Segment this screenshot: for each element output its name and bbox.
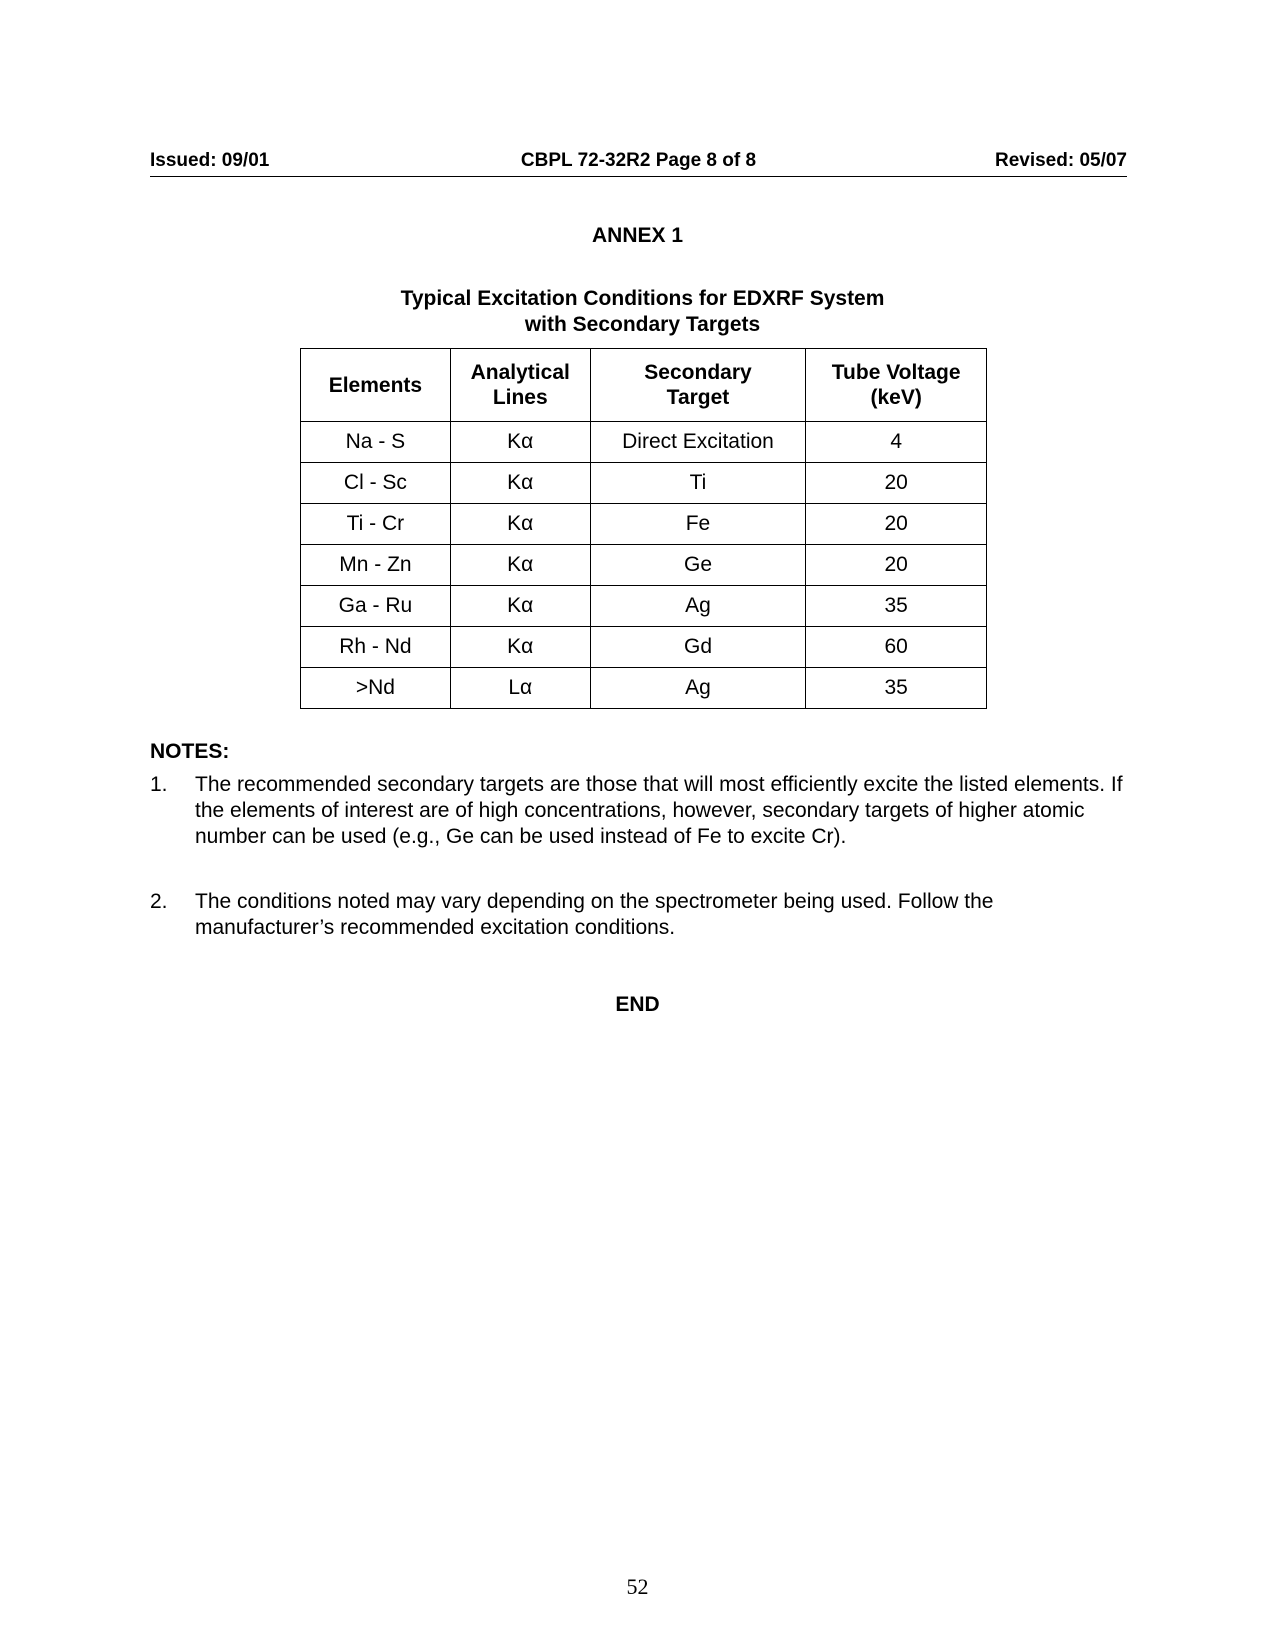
cell-secondary-target: Direct Excitation (590, 422, 806, 463)
cell-tube-voltage: 60 (806, 627, 987, 668)
document-id: CBPL 72-32R2 Page 8 of 8 (520, 150, 757, 171)
cell-secondary-target: Ag (590, 586, 806, 627)
header-elements-text: Elements (328, 373, 423, 397)
note-text: The recommended secondary targets are those that will most efficiently excite the listed elements. If the elements of interest are of high concentrations, however, secondary targets of higher atomic number can be used (e.g., Ge can be used instead of Fe to excite Cr). (195, 773, 1123, 848)
annex-title: ANNEX 1 (591, 224, 684, 247)
cell-analytical-line: Kα (450, 627, 590, 668)
cell-secondary-target: Gd (590, 627, 806, 668)
cell-analytical-line: Kα (450, 463, 590, 504)
page-number: 52 (626, 1574, 649, 1599)
cell-analytical-line: Kα (450, 586, 590, 627)
cell-tube-voltage: 35 (806, 586, 987, 627)
header-tube-voltage-line-2: (keV) (870, 386, 922, 409)
header-tube-voltage-line-1: Tube Voltage (831, 361, 961, 384)
table-row (301, 422, 987, 463)
header-tube-voltage (806, 349, 987, 422)
table-row (301, 586, 987, 627)
table-header-row (301, 349, 987, 422)
cell-elements: >Nd (301, 668, 451, 709)
cell-analytical-line: Lα (450, 668, 590, 709)
cell-secondary-target: Ge (590, 545, 806, 586)
cell-secondary-target: Ti (590, 463, 806, 504)
header-analytical-lines-line-1: Analytical (470, 361, 570, 384)
page-header (150, 150, 1127, 177)
excitation-conditions-table (300, 348, 987, 709)
cell-elements: Na - S (301, 422, 451, 463)
cell-tube-voltage: 20 (806, 504, 987, 545)
cell-elements: Ga - Ru (301, 586, 451, 627)
cell-tube-voltage: 20 (806, 463, 987, 504)
issued-date: Issued: 09/01 (150, 150, 270, 171)
cell-secondary-target: Fe (590, 504, 806, 545)
cell-analytical-line: Kα (450, 504, 590, 545)
header-analytical-lines (450, 349, 590, 422)
table-title-line-2: with Secondary Targets (524, 313, 761, 336)
table-title-line-1: Typical Excitation Conditions for EDXRF System (400, 287, 885, 310)
note-item (150, 889, 1135, 941)
table-row (301, 545, 987, 586)
header-secondary-target (590, 349, 806, 422)
table-title (0, 286, 1275, 338)
cell-tube-voltage: 20 (806, 545, 987, 586)
cell-elements: Mn - Zn (301, 545, 451, 586)
table-row (301, 627, 987, 668)
table-row (301, 668, 987, 709)
table-row (301, 463, 987, 504)
cell-analytical-line: Kα (450, 545, 590, 586)
note-item (150, 772, 1135, 850)
cell-analytical-line: Kα (450, 422, 590, 463)
cell-elements: Cl - Sc (301, 463, 451, 504)
note-number: 2. (150, 890, 168, 913)
notes-heading: NOTES: (150, 740, 230, 763)
note-number: 1. (150, 773, 168, 796)
header-analytical-lines-line-2: Lines (492, 386, 548, 409)
cell-elements: Ti - Cr (301, 504, 451, 545)
cell-elements: Rh - Nd (301, 627, 451, 668)
cell-tube-voltage: 35 (806, 668, 987, 709)
table-row (301, 504, 987, 545)
header-elements (301, 349, 451, 422)
revised-date: Revised: 05/07 (994, 150, 1127, 171)
end-marker: END (615, 993, 660, 1016)
note-text: The conditions noted may vary depending on the spectrometer being used. Follow the manufacturer’s recommended excitation conditions. (195, 890, 994, 939)
header-secondary-target-line-1: Secondary (644, 361, 752, 384)
cell-tube-voltage: 4 (806, 422, 987, 463)
cell-secondary-target: Ag (590, 668, 806, 709)
header-secondary-target-line-2: Target (666, 386, 730, 409)
